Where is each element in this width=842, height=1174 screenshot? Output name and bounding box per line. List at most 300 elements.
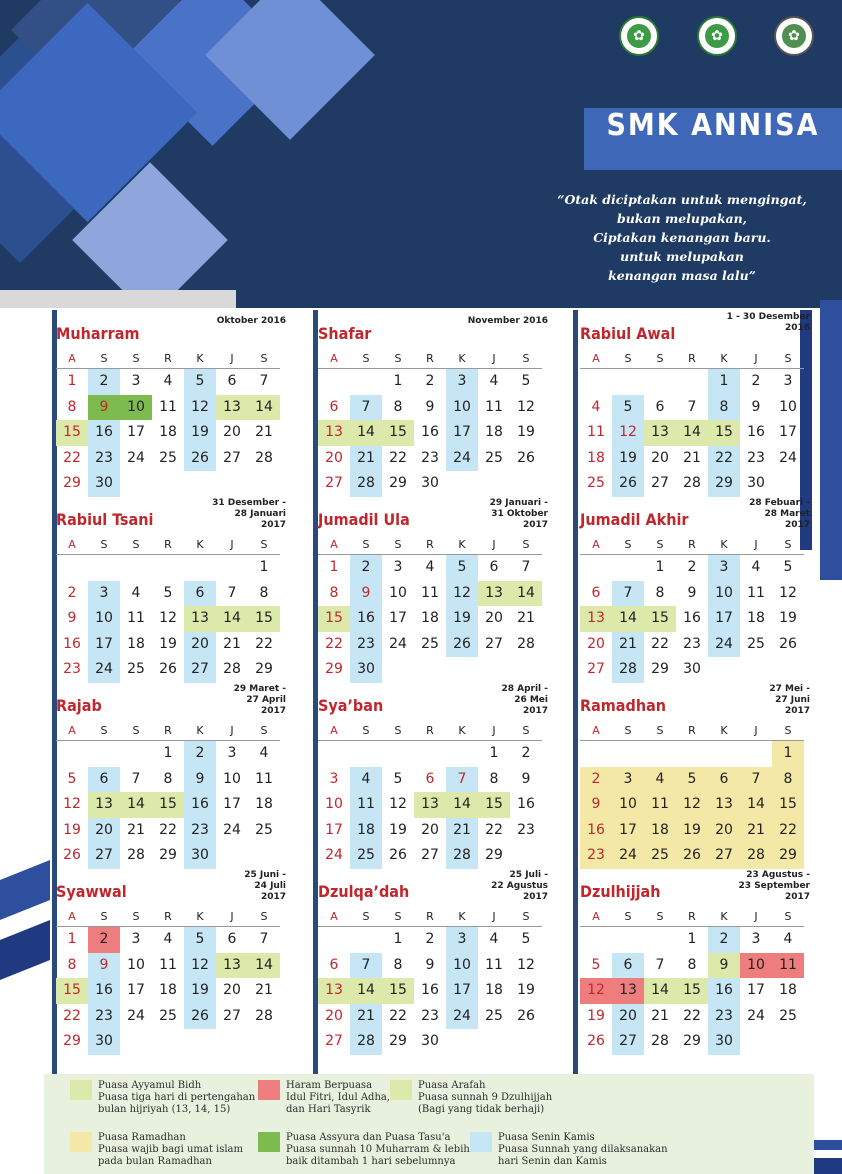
day-cell: 25 — [644, 843, 676, 869]
day-cell: 5 — [676, 767, 708, 793]
day-cell: 29 — [772, 843, 804, 869]
weekday-label: J — [492, 538, 496, 551]
weekday-header — [580, 350, 804, 369]
gregorian-range-line: 22 Agustus — [491, 881, 548, 891]
day-cell: 25 — [587, 475, 605, 491]
day-cell: 4 — [591, 398, 601, 415]
empty-cell — [612, 927, 644, 953]
empty-cell — [120, 555, 152, 581]
day-cell: 11 — [644, 792, 676, 818]
weekday-label: R — [426, 910, 434, 923]
day-cell: 18 — [485, 982, 503, 998]
day-cell: 28 — [350, 471, 382, 497]
day-cell: 5 — [521, 931, 531, 947]
day-cell: 7 — [521, 559, 531, 575]
empty-cell — [120, 471, 152, 497]
week-row — [580, 555, 804, 581]
day-cell: 28 — [612, 657, 644, 683]
day-cell: 10 — [779, 398, 797, 415]
day-cell: 9 — [88, 953, 120, 979]
day-cell: 29 — [159, 847, 177, 863]
day-cell: 14 — [350, 978, 382, 1004]
day-cell: 17 — [446, 978, 478, 1004]
week-row — [56, 446, 280, 472]
day-cell: 23 — [63, 661, 81, 677]
day-cell: 13 — [414, 792, 446, 818]
legend-title: Puasa Assyura dan Puasa Tasu'a — [286, 1132, 451, 1143]
day-cell: 26 — [159, 661, 177, 677]
month-grid — [580, 350, 804, 497]
weekday-label: S — [100, 910, 108, 923]
empty-cell — [216, 1029, 248, 1055]
day-cell: 20 — [184, 632, 216, 658]
week-row — [318, 792, 542, 818]
day-cell: 23 — [747, 449, 765, 466]
weekday-header — [318, 908, 542, 927]
gregorian-range-line: 2017 — [522, 892, 548, 902]
day-cell: 12 — [612, 420, 644, 446]
gregorian-range-line: 1 - 30 Desember — [726, 312, 810, 322]
day-cell: 12 — [184, 953, 216, 979]
day-cell: 14 — [216, 606, 248, 632]
week-row — [318, 420, 542, 446]
gregorian-range-line: 28 Maret — [764, 509, 810, 519]
day-cell: 2 — [67, 584, 77, 601]
week-row — [318, 395, 542, 421]
weekday-label: S — [624, 352, 632, 365]
month-sya-ban — [318, 684, 554, 882]
weekday-label: R — [426, 724, 434, 737]
empty-cell — [184, 1029, 216, 1055]
day-cell: 27 — [223, 449, 241, 466]
day-cell: 11 — [159, 398, 177, 415]
day-cell: 7 — [655, 956, 665, 973]
gregorian-range-line: 28 Febuari - — [749, 498, 810, 508]
gregorian-range-line: 25 Juni - — [244, 870, 286, 880]
empty-cell — [580, 741, 612, 767]
day-cell: 27 — [325, 475, 343, 491]
day-cell: 19 — [389, 821, 407, 838]
day-cell: 22 — [159, 821, 177, 838]
gregorian-range-line: 2016 — [784, 323, 810, 333]
weekday-label: S — [784, 538, 792, 551]
day-cell: 4 — [644, 767, 676, 793]
weekday-header — [318, 350, 542, 369]
day-cell: 18 — [159, 982, 177, 998]
empty-cell — [772, 657, 804, 683]
week-row — [318, 555, 542, 581]
day-cell: 14 — [248, 395, 280, 421]
day-cell: 2 — [88, 927, 120, 953]
day-cell: 21 — [127, 821, 145, 838]
week-row — [580, 581, 804, 607]
day-cell: 11 — [587, 424, 605, 440]
day-cell: 17 — [612, 818, 644, 844]
day-cell: 1 — [67, 931, 77, 947]
day-cell: 21 — [255, 982, 273, 998]
day-cell: 23 — [88, 446, 120, 472]
week-row — [56, 927, 280, 953]
day-cell: 12 — [389, 796, 407, 812]
empty-cell — [510, 471, 542, 497]
day-cell: 5 — [446, 555, 478, 581]
legend-swatch — [70, 1132, 92, 1152]
day-cell: 18 — [587, 449, 605, 466]
week-row — [318, 927, 542, 953]
day-cell: 5 — [783, 559, 793, 575]
day-cell: 19 — [612, 446, 644, 472]
empty-cell — [88, 555, 120, 581]
weekday-label: A — [592, 910, 600, 923]
weekday-label: R — [164, 910, 172, 923]
weekday-label: S — [394, 352, 402, 365]
week-row — [56, 657, 280, 683]
month-grid — [318, 908, 542, 1055]
day-cell: 7 — [350, 953, 382, 979]
day-cell: 20 — [612, 1004, 644, 1030]
day-cell: 15 — [478, 792, 510, 818]
day-cell: 22 — [325, 635, 343, 652]
weekday-header — [56, 536, 280, 555]
legend — [44, 1074, 814, 1174]
day-cell: 6 — [227, 931, 237, 947]
day-cell: 24 — [389, 635, 407, 652]
day-cell: 20 — [651, 449, 669, 466]
day-cell: 11 — [485, 398, 503, 415]
day-cell: 28 — [127, 847, 145, 863]
day-cell: 5 — [612, 395, 644, 421]
day-cell: 8 — [655, 584, 665, 601]
day-cell: 28 — [255, 1007, 273, 1024]
empty-cell — [446, 471, 478, 497]
empty-cell — [184, 471, 216, 497]
day-cell: 25 — [747, 635, 765, 652]
weekday-label: S — [100, 352, 108, 365]
weekday-label: K — [196, 910, 204, 923]
gregorian-range — [212, 498, 286, 531]
day-cell: 2 — [521, 745, 531, 761]
day-cell: 23 — [350, 632, 382, 658]
day-cell: 26 — [389, 847, 407, 863]
week-row — [580, 818, 804, 844]
gregorian-range-line: 2017 — [260, 520, 286, 530]
month-rajab — [56, 684, 292, 882]
day-cell: 29 — [325, 661, 343, 677]
weekday-label: S — [656, 724, 664, 737]
day-cell: 26 — [184, 1004, 216, 1030]
day-cell: 17 — [223, 796, 241, 812]
weekday-label: A — [330, 724, 338, 737]
month-name: Dzulhijjah — [580, 882, 661, 901]
school-logo-icon: ✿ — [619, 16, 659, 56]
month-name: Shafar — [318, 324, 372, 343]
day-cell: 3 — [751, 931, 761, 947]
weekday-label: S — [394, 910, 402, 923]
day-cell: 13 — [644, 420, 676, 446]
gregorian-range — [244, 870, 286, 903]
day-cell: 11 — [772, 953, 804, 979]
weekday-header — [580, 722, 804, 741]
day-cell: 20 — [485, 610, 503, 626]
day-cell: 8 — [163, 770, 173, 787]
month-ramadhan — [580, 684, 816, 882]
page-title: SMK ANNISA — [606, 108, 820, 143]
empty-cell — [152, 471, 184, 497]
week-row — [56, 606, 280, 632]
month-jumadil-akhir — [580, 498, 816, 696]
day-cell: 24 — [223, 821, 241, 838]
weekday-label: S — [132, 724, 140, 737]
weekday-label: S — [624, 538, 632, 551]
empty-cell — [120, 1029, 152, 1055]
day-cell: 1 — [655, 559, 665, 575]
empty-cell — [318, 741, 350, 767]
legend-desc: Puasa tiga hari di pertengahan — [98, 1092, 256, 1103]
day-cell: 13 — [478, 581, 510, 607]
day-cell: 24 — [127, 1007, 145, 1024]
day-cell: 10 — [612, 792, 644, 818]
month-name: Rabiul Awal — [580, 324, 676, 343]
day-cell: 28 — [517, 635, 535, 652]
day-cell: 29 — [389, 475, 407, 491]
gregorian-range-line: 2017 — [522, 520, 548, 530]
empty-cell — [318, 369, 350, 395]
day-cell: 25 — [159, 449, 177, 466]
day-cell: 11 — [255, 770, 273, 787]
day-cell: 24 — [446, 446, 478, 472]
day-cell: 15 — [382, 978, 414, 1004]
weekday-label: S — [624, 724, 632, 737]
day-cell: 13 — [88, 792, 120, 818]
day-cell: 4 — [350, 767, 382, 793]
week-row — [56, 471, 280, 497]
day-cell: 13 — [318, 978, 350, 1004]
day-cell: 8 — [772, 767, 804, 793]
day-cell: 22 — [708, 446, 740, 472]
day-cell: 15 — [56, 978, 88, 1004]
day-cell: 7 — [740, 767, 772, 793]
empty-cell — [56, 555, 88, 581]
empty-cell — [120, 741, 152, 767]
day-cell: 18 — [747, 610, 765, 626]
day-cell: 28 — [683, 475, 701, 491]
day-cell: 9 — [67, 610, 77, 626]
day-cell: 6 — [708, 767, 740, 793]
day-cell: 3 — [446, 927, 478, 953]
month-jumadil-ula — [318, 498, 554, 696]
empty-cell — [184, 555, 216, 581]
week-row — [56, 843, 280, 869]
day-cell: 12 — [779, 584, 797, 601]
day-cell: 4 — [259, 745, 269, 761]
legend-swatch — [258, 1080, 280, 1100]
weekday-label: R — [688, 724, 696, 737]
weekday-label: J — [230, 538, 234, 551]
day-cell: 23 — [580, 843, 612, 869]
day-cell: 15 — [152, 792, 184, 818]
week-row — [580, 369, 804, 395]
empty-cell — [248, 471, 280, 497]
week-row — [318, 446, 542, 472]
day-cell: 2 — [184, 741, 216, 767]
month-grid — [56, 350, 280, 497]
day-cell: 17 — [389, 610, 407, 626]
day-cell: 18 — [127, 635, 145, 652]
day-cell: 3 — [393, 559, 403, 575]
day-cell: 18 — [485, 424, 503, 440]
weekday-label: J — [230, 910, 234, 923]
day-cell: 24 — [88, 657, 120, 683]
empty-cell — [414, 657, 446, 683]
day-cell: 29 — [651, 661, 669, 677]
day-cell: 16 — [580, 818, 612, 844]
day-cell: 22 — [389, 449, 407, 466]
day-cell: 30 — [708, 1029, 740, 1055]
weekday-label: A — [330, 538, 338, 551]
day-cell: 9 — [521, 770, 531, 787]
day-cell: 14 — [120, 792, 152, 818]
day-cell: 10 — [88, 606, 120, 632]
day-cell: 30 — [421, 475, 439, 491]
day-cell: 11 — [350, 792, 382, 818]
day-cell: 19 — [184, 978, 216, 1004]
day-cell: 11 — [421, 584, 439, 601]
legend-desc: pada bulan Ramadhan — [98, 1156, 212, 1167]
day-cell: 18 — [255, 796, 273, 812]
gregorian-range — [739, 870, 810, 903]
weekday-label: K — [720, 352, 728, 365]
day-cell: 12 — [580, 978, 612, 1004]
day-cell: 16 — [517, 796, 535, 812]
empty-cell — [478, 1029, 510, 1055]
day-cell: 19 — [676, 818, 708, 844]
month-grid — [56, 536, 280, 683]
day-cell: 29 — [63, 1033, 81, 1049]
weekday-header — [56, 350, 280, 369]
day-cell: 20 — [325, 449, 343, 466]
day-cell: 17 — [127, 424, 145, 440]
day-cell: 9 — [88, 395, 120, 421]
day-cell: 24 — [127, 449, 145, 466]
month-name: Rabiul Tsani — [56, 510, 154, 529]
day-cell: 30 — [747, 475, 765, 491]
gregorian-range — [501, 684, 548, 717]
weekday-label: S — [260, 910, 268, 923]
month-grid — [580, 536, 804, 683]
weekday-label: R — [164, 352, 172, 365]
weekday-label: K — [720, 910, 728, 923]
weekday-label: A — [330, 910, 338, 923]
weekday-label: S — [784, 910, 792, 923]
week-row — [580, 420, 804, 446]
quote-line: bukan melupakan, — [616, 211, 748, 226]
day-cell: 1 — [489, 745, 499, 761]
day-cell: 29 — [389, 1033, 407, 1049]
weekday-label: S — [656, 352, 664, 365]
month-syawwal — [56, 870, 292, 1068]
week-row — [318, 1029, 542, 1055]
month-grid — [580, 722, 804, 869]
day-cell: 26 — [446, 632, 478, 658]
gregorian-range-line: 29 Maret - — [233, 684, 286, 694]
day-cell: 22 — [389, 1007, 407, 1024]
empty-cell — [382, 657, 414, 683]
day-cell: 13 — [612, 978, 644, 1004]
day-cell: 8 — [489, 770, 499, 787]
day-cell: 6 — [329, 956, 339, 973]
legend-swatch — [470, 1132, 492, 1152]
legend-desc: Puasa Sunnah yang dilaksanakan — [498, 1144, 668, 1155]
weekday-label: K — [458, 910, 466, 923]
weekday-label: S — [784, 352, 792, 365]
day-cell: 13 — [318, 420, 350, 446]
day-cell: 1 — [393, 931, 403, 947]
empty-cell — [644, 927, 676, 953]
day-cell: 27 — [421, 847, 439, 863]
week-row — [318, 843, 542, 869]
day-cell: 1 — [259, 559, 269, 575]
gregorian-range-line: Oktober 2016 — [216, 316, 286, 326]
gregorian-range — [749, 498, 810, 531]
weekday-label: S — [784, 724, 792, 737]
day-cell: 19 — [517, 424, 535, 440]
empty-cell — [478, 657, 510, 683]
decor-stripes — [0, 860, 50, 1100]
day-cell: 12 — [184, 395, 216, 421]
day-cell: 8 — [67, 956, 77, 973]
day-cell: 4 — [163, 373, 173, 389]
day-cell: 9 — [687, 584, 697, 601]
day-cell: 13 — [580, 606, 612, 632]
day-cell: 28 — [223, 661, 241, 677]
day-cell: 28 — [350, 1029, 382, 1055]
day-cell: 14 — [612, 606, 644, 632]
empty-cell — [676, 741, 708, 767]
day-cell: 3 — [88, 581, 120, 607]
day-cell: 4 — [783, 931, 793, 947]
day-cell: 4 — [489, 373, 499, 389]
legend-swatch — [70, 1080, 92, 1100]
week-row — [56, 767, 280, 793]
day-cell: 5 — [393, 770, 403, 787]
day-cell: 11 — [485, 956, 503, 973]
day-cell: 25 — [485, 1007, 503, 1024]
gregorian-range-line: 27 Juni — [775, 695, 810, 705]
day-cell: 24 — [779, 449, 797, 466]
day-cell: 6 — [88, 767, 120, 793]
day-cell: 16 — [63, 635, 81, 652]
day-cell: 6 — [227, 373, 237, 389]
legend-title: Puasa Senin Kamis — [498, 1132, 595, 1143]
day-cell: 27 — [485, 635, 503, 652]
day-cell: 4 — [163, 931, 173, 947]
empty-cell — [478, 471, 510, 497]
legend-swatch — [258, 1132, 280, 1152]
gregorian-range-line: 2017 — [260, 892, 286, 902]
day-cell: 26 — [63, 847, 81, 863]
day-cell: 6 — [184, 581, 216, 607]
weekday-label: A — [68, 538, 76, 551]
day-cell: 6 — [489, 559, 499, 575]
day-cell: 18 — [350, 818, 382, 844]
empty-cell — [612, 555, 644, 581]
day-cell: 2 — [88, 369, 120, 395]
month-name: Sya’ban — [318, 696, 384, 715]
day-cell: 13 — [708, 792, 740, 818]
gregorian-range — [217, 316, 286, 327]
week-row — [580, 927, 804, 953]
weekday-label: K — [196, 352, 204, 365]
